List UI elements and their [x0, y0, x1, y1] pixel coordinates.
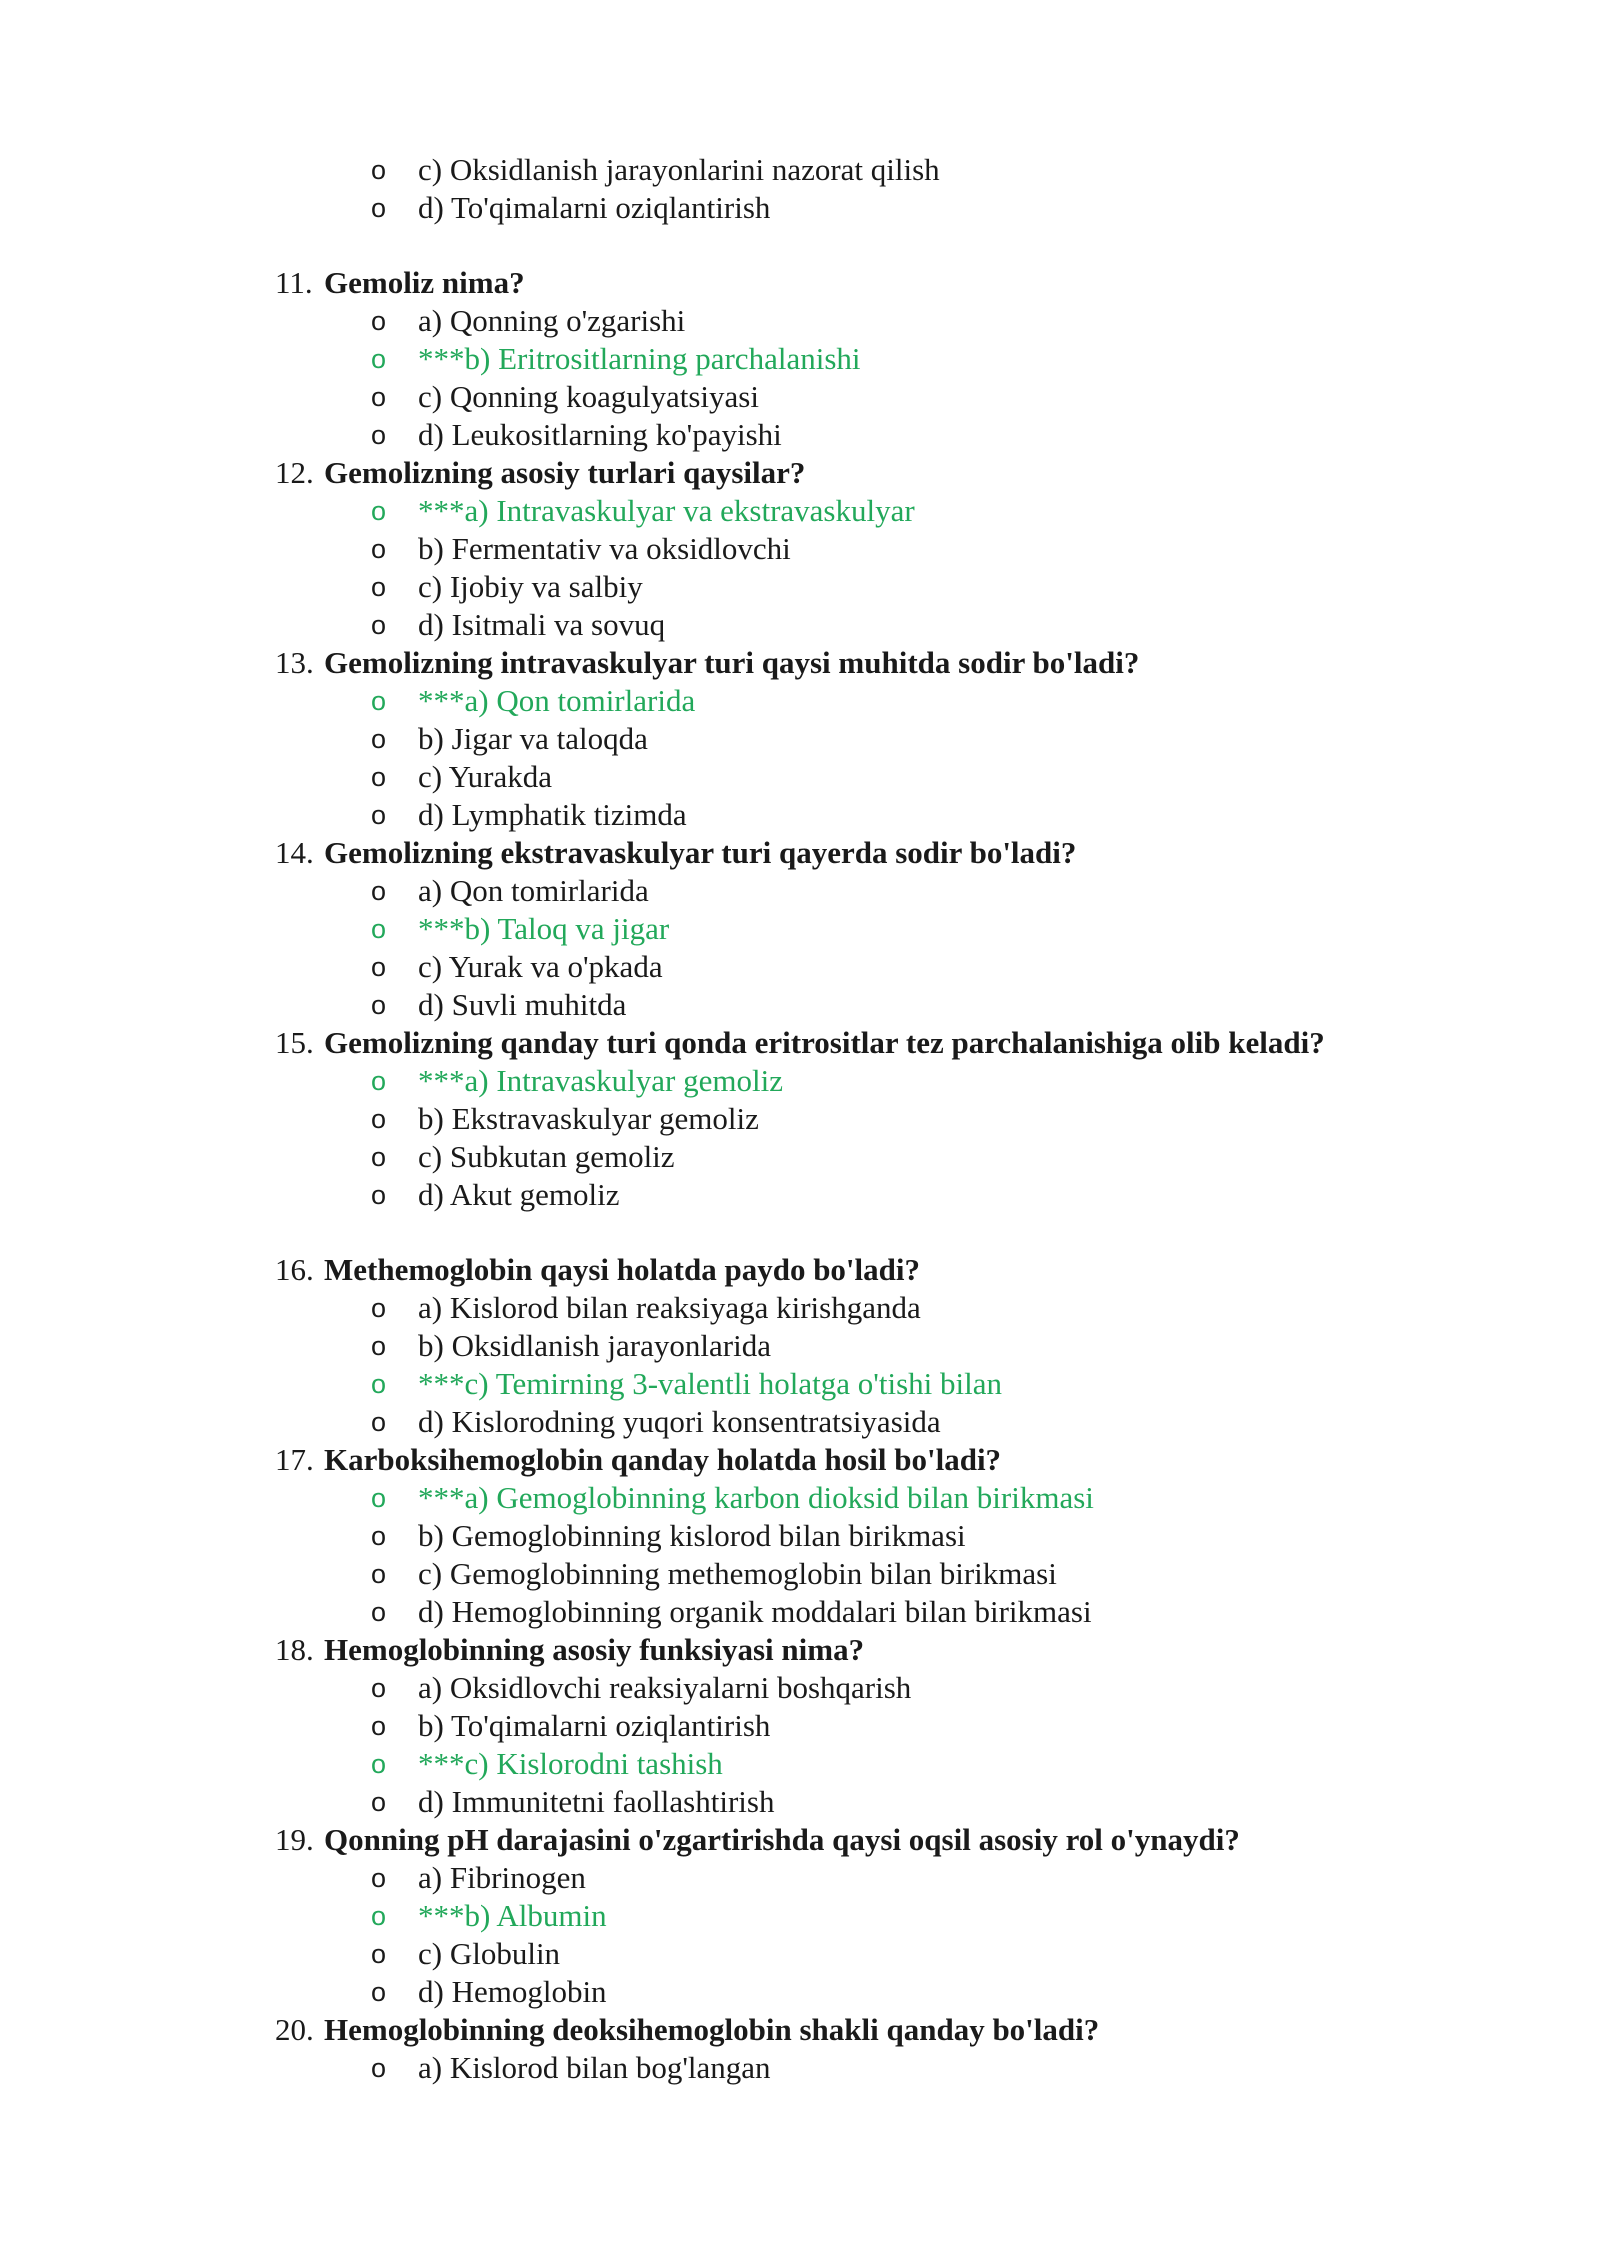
option-text: c) Oksidlanish jarayonlarini nazorat qilish: [418, 152, 940, 187]
answer-option: [0, 1100, 1600, 1138]
option-text: d) Lymphatik tizimda: [418, 797, 687, 832]
question-number: 17.: [275, 1442, 314, 1477]
option-text: d) Hemoglobinning organik moddalari bilan birikmasi: [418, 1594, 1092, 1629]
bullet-icon: o: [371, 1407, 387, 1437]
question-text: Gemolizning ekstravaskulyar turi qayerda sodir bo'ladi?: [324, 835, 1077, 870]
question-title: [0, 1631, 1600, 1669]
bullet-icon: o: [371, 1142, 387, 1172]
option-text: ***b) Eritrositlarning parchalanishi: [418, 341, 861, 376]
bullet-icon: o: [371, 1293, 387, 1323]
question-number: 12.: [275, 455, 314, 490]
spacer: [0, 227, 1600, 264]
bullet-icon: o: [371, 686, 387, 716]
bullet-icon: o: [371, 914, 387, 944]
question-number: 14.: [275, 835, 314, 870]
bullet-icon: o: [371, 1331, 387, 1361]
bullet-icon: o: [371, 1901, 387, 1931]
option-text: b) Jigar va taloqda: [418, 721, 648, 756]
option-text: ***a) Qon tomirlarida: [418, 683, 696, 718]
answer-option-correct: [0, 1897, 1600, 1935]
option-text: c) Qonning koagulyatsiyasi: [418, 379, 759, 414]
answer-option: [0, 986, 1600, 1024]
question-text: Gemolizning qanday turi qonda eritrositlar tez parchalanishiga olib keladi?: [324, 1025, 1325, 1060]
option-text: b) Fermentativ va oksidlovchi: [418, 531, 791, 566]
question-title: [0, 1821, 1600, 1859]
answer-option-correct: [0, 492, 1600, 530]
option-text: d) Leukositlarning ko'payishi: [418, 417, 782, 452]
bullet-icon: o: [371, 762, 387, 792]
question-title: [0, 2011, 1600, 2049]
option-text: c) Gemoglobinning methemoglobin bilan birikmasi: [418, 1556, 1057, 1591]
option-text: a) Kislorod bilan reaksiyaga kirishganda: [418, 1290, 921, 1325]
option-text: b) Gemoglobinning kislorod bilan birikmasi: [418, 1518, 966, 1553]
question-item: [0, 2011, 1600, 2087]
answer-option: [0, 606, 1600, 644]
question-text: Karboksihemoglobin qanday holatda hosil bo'ladi?: [324, 1442, 1002, 1477]
option-text: d) Suvli muhitda: [418, 987, 627, 1022]
bullet-icon: o: [371, 155, 387, 185]
answer-option-correct: [0, 1365, 1600, 1403]
question-text: Gemolizning asosiy turlari qaysilar?: [324, 455, 806, 490]
bullet-icon: o: [371, 1977, 387, 2007]
answer-option: [0, 302, 1600, 340]
bullet-icon: o: [371, 193, 387, 223]
option-text: c) Ijobiy va salbiy: [418, 569, 643, 604]
answer-option: [0, 948, 1600, 986]
bullet-icon: o: [371, 1066, 387, 1096]
bullet-icon: o: [371, 344, 387, 374]
question-number: 18.: [275, 1632, 314, 1667]
question-number: 13.: [275, 645, 314, 680]
question-title: [0, 1251, 1600, 1289]
question-title: [0, 1024, 1600, 1062]
bullet-icon: o: [371, 496, 387, 526]
answer-option: [0, 1783, 1600, 1821]
bullet-icon: o: [371, 534, 387, 564]
question-title: [0, 644, 1600, 682]
question-item: [0, 1631, 1600, 1821]
answer-option: [0, 1327, 1600, 1365]
question-list: [0, 227, 1600, 2087]
option-text: d) To'qimalarni oziqlantirish: [418, 190, 771, 225]
bullet-icon: o: [371, 1673, 387, 1703]
question-item: [0, 834, 1600, 1024]
document-page: [0, 151, 1600, 2087]
previous-question-options: [0, 151, 1600, 227]
bullet-icon: o: [371, 1521, 387, 1551]
bullet-icon: o: [371, 952, 387, 982]
question-title: [0, 834, 1600, 872]
bullet-icon: o: [371, 1180, 387, 1210]
bullet-icon: o: [371, 1711, 387, 1741]
question-item: [0, 1821, 1600, 2011]
question-text: Methemoglobin qaysi holatda paydo bo'ladi?: [324, 1252, 921, 1287]
question-item: [0, 1024, 1600, 1214]
answer-option: [0, 1517, 1600, 1555]
question-text: Hemoglobinning deoksihemoglobin shakli qanday bo'ladi?: [324, 2012, 1100, 2047]
answer-option: [0, 1176, 1600, 1214]
option-text: a) Fibrinogen: [418, 1860, 586, 1895]
bullet-icon: o: [371, 1597, 387, 1627]
question-title: [0, 454, 1600, 492]
answer-option: [0, 568, 1600, 606]
bullet-icon: o: [371, 1369, 387, 1399]
answer-option-correct: [0, 1062, 1600, 1100]
option-text: c) Yurakda: [418, 759, 552, 794]
answer-option-correct: [0, 682, 1600, 720]
question-number: 11.: [275, 265, 313, 300]
option-text: b) To'qimalarni oziqlantirish: [418, 1708, 771, 1743]
bullet-icon: o: [371, 382, 387, 412]
question-item: [0, 264, 1600, 454]
answer-option: [0, 151, 1600, 189]
option-text: ***a) Gemoglobinning karbon dioksid bilan birikmasi: [418, 1480, 1094, 1515]
option-text: c) Yurak va o'pkada: [418, 949, 663, 984]
option-text: ***c) Temirning 3-valentli holatga o'tishi bilan: [418, 1366, 1002, 1401]
answer-option: [0, 1289, 1600, 1327]
option-text: d) Immunitetni faollashtirish: [418, 1784, 775, 1819]
answer-option: [0, 1707, 1600, 1745]
answer-option: [0, 872, 1600, 910]
answer-option-correct: [0, 1479, 1600, 1517]
option-text: b) Oksidlanish jarayonlarida: [418, 1328, 771, 1363]
answer-option: [0, 1138, 1600, 1176]
answer-option: [0, 796, 1600, 834]
question-number: 15.: [275, 1025, 314, 1060]
bullet-icon: o: [371, 800, 387, 830]
bullet-icon: o: [371, 876, 387, 906]
question-item: [0, 1251, 1600, 1441]
option-text: c) Globulin: [418, 1936, 561, 1971]
answer-option: [0, 1859, 1600, 1897]
question-number: 19.: [275, 1822, 314, 1857]
bullet-icon: o: [371, 1939, 387, 1969]
answer-option: [0, 2049, 1600, 2087]
answer-option: [0, 530, 1600, 568]
bullet-icon: o: [371, 1104, 387, 1134]
option-text: a) Kislorod bilan bog'langan: [418, 2050, 771, 2085]
option-text: ***c) Kislorodni tashish: [418, 1746, 723, 1781]
option-text: ***a) Intravaskulyar gemoliz: [418, 1063, 783, 1098]
option-text: a) Qonning o'zgarishi: [418, 303, 686, 338]
option-text: d) Kislorodning yuqori konsentratsiyasida: [418, 1404, 941, 1439]
bullet-icon: o: [371, 306, 387, 336]
question-text: Qonning pH darajasini o'zgartirishda qaysi oqsil asosiy rol o'ynaydi?: [324, 1822, 1240, 1857]
question-number: 16.: [275, 1252, 314, 1287]
question-item: [0, 454, 1600, 644]
bullet-icon: o: [371, 2053, 387, 2083]
option-text: b) Ekstravaskulyar gemoliz: [418, 1101, 759, 1136]
answer-option: [0, 1593, 1600, 1631]
bullet-icon: o: [371, 572, 387, 602]
answer-option: [0, 1973, 1600, 2011]
answer-option: [0, 1669, 1600, 1707]
option-text: a) Oksidlovchi reaksiyalarni boshqarish: [418, 1670, 912, 1705]
bullet-icon: o: [371, 420, 387, 450]
answer-option: [0, 1555, 1600, 1593]
question-text: Hemoglobinning asosiy funksiyasi nima?: [324, 1632, 865, 1667]
bullet-icon: o: [371, 990, 387, 1020]
question-item: [0, 644, 1600, 834]
option-text: ***a) Intravaskulyar va ekstravaskulyar: [418, 493, 915, 528]
option-text: d) Hemoglobin: [418, 1974, 607, 2009]
answer-option: [0, 378, 1600, 416]
question-text: Gemolizning intravaskulyar turi qaysi muhitda sodir bo'ladi?: [324, 645, 1140, 680]
question-item: [0, 1441, 1600, 1631]
question-title: [0, 1441, 1600, 1479]
bullet-icon: o: [371, 724, 387, 754]
option-text: d) Isitmali va sovuq: [418, 607, 666, 642]
option-text: c) Subkutan gemoliz: [418, 1139, 675, 1174]
answer-option: [0, 758, 1600, 796]
bullet-icon: o: [371, 1483, 387, 1513]
bullet-icon: o: [371, 610, 387, 640]
option-text: d) Akut gemoliz: [418, 1177, 620, 1212]
answer-option: [0, 1403, 1600, 1441]
option-text: ***b) Albumin: [418, 1898, 607, 1933]
option-text: a) Qon tomirlarida: [418, 873, 649, 908]
option-text: ***b) Taloq va jigar: [418, 911, 670, 946]
bullet-icon: o: [371, 1787, 387, 1817]
answer-option: [0, 416, 1600, 454]
spacer: [0, 1214, 1600, 1251]
answer-option: [0, 720, 1600, 758]
answer-option-correct: [0, 910, 1600, 948]
question-title: [0, 264, 1600, 302]
bullet-icon: o: [371, 1863, 387, 1893]
answer-option: [0, 189, 1600, 227]
question-text: Gemoliz nima?: [324, 265, 525, 300]
question-number: 20.: [275, 2012, 314, 2047]
bullet-icon: o: [371, 1559, 387, 1589]
bullet-icon: o: [371, 1749, 387, 1779]
answer-option-correct: [0, 1745, 1600, 1783]
answer-option: [0, 1935, 1600, 1973]
answer-option-correct: [0, 340, 1600, 378]
